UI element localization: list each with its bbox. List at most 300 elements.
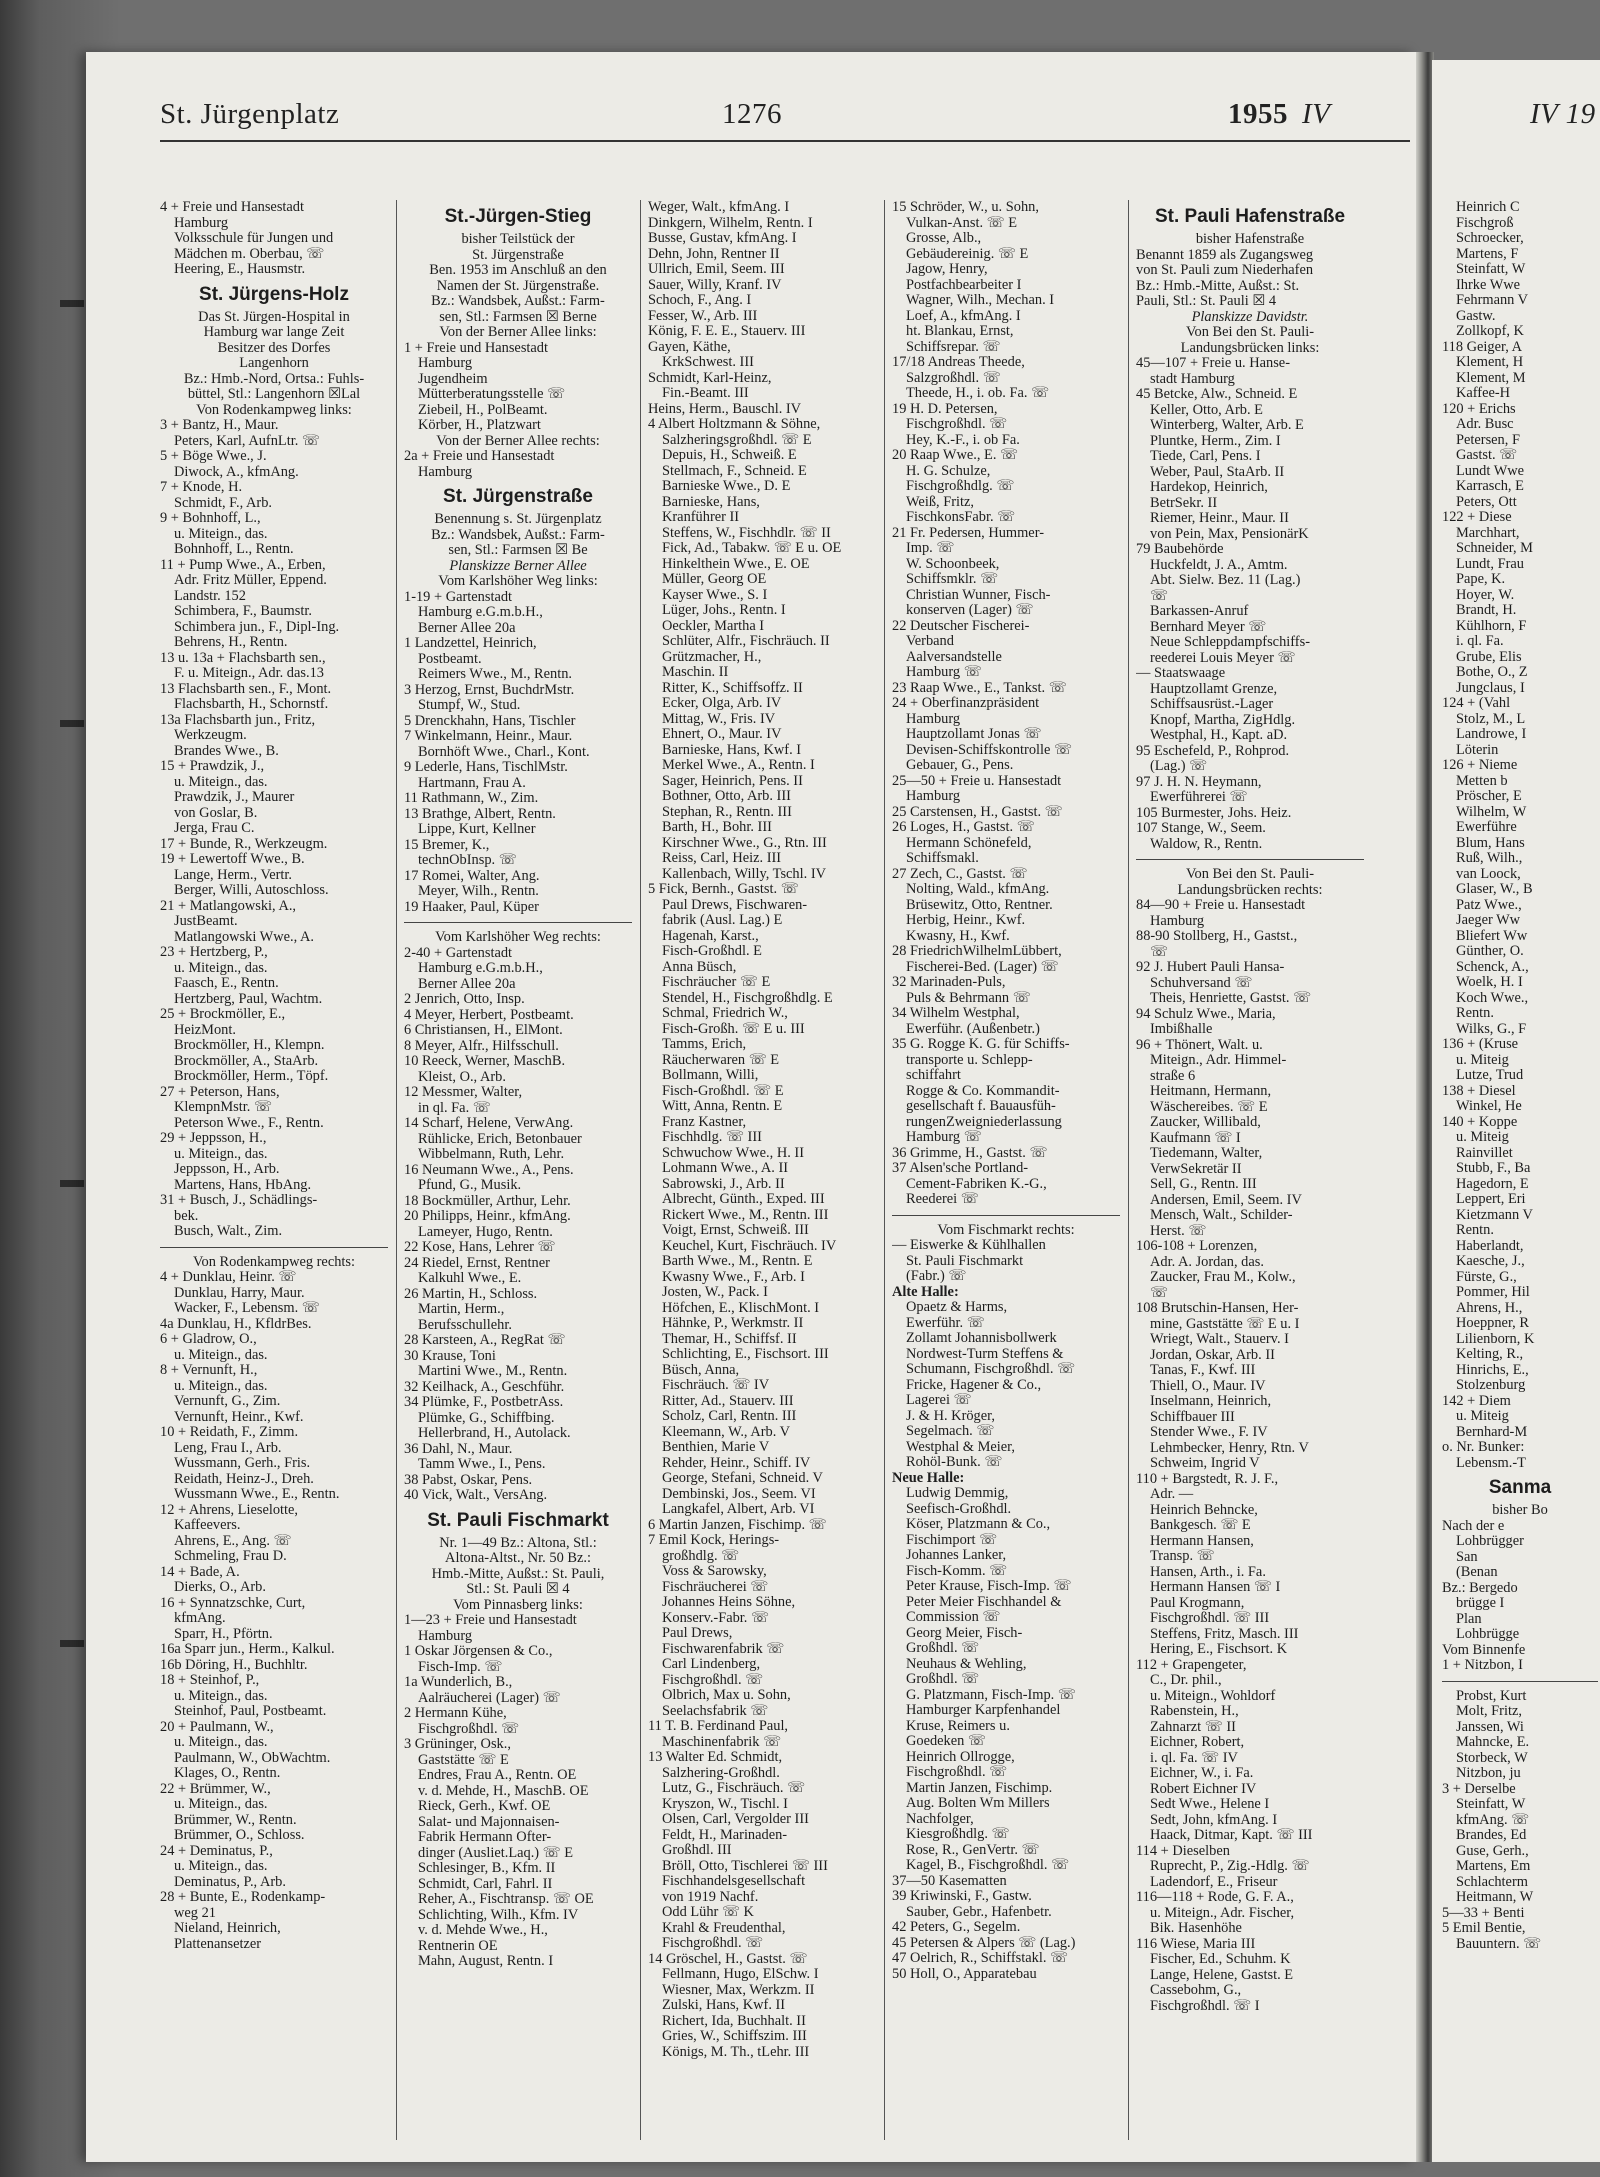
resident-line: Wibbelmann, Ruth, Lehr. — [418, 1147, 565, 1162]
resident-line: Ewerführe — [1456, 820, 1517, 835]
resident-line: Fischräucher ☏ E — [662, 975, 771, 990]
resident-line: Ecker, Olga, Arb. IV — [662, 696, 782, 711]
entry-line: Weger, Walt., kfmAng. I — [648, 200, 790, 215]
resident-line: Landstr. 152 — [174, 588, 246, 604]
entry-line: 35 G. Rogge K. G. für Schiffs- — [892, 1037, 1070, 1052]
resident-line: Wagner, Wilh., Mechan. I — [906, 293, 1055, 308]
resident-line: von 1919 Nachf. — [662, 1889, 759, 1905]
resident-line: Winterberg, Walter, Arb. E — [1150, 418, 1304, 433]
street-note: Vom Karlshöher Weg rechts: — [435, 930, 601, 945]
resident-line: Peter Krause, Fisch-Imp. ☏ — [906, 1579, 1072, 1594]
resident-line: Gebauer, G., Pens. — [906, 758, 1014, 773]
resident-line: u. Miteign., das. — [174, 1378, 268, 1394]
entry-line: 11 + Pump Wwe., A., Erben, — [160, 557, 326, 573]
resident-line: Hartmann, Frau A. — [418, 775, 526, 791]
resident-line: Transp. ☏ — [1150, 1549, 1215, 1564]
resident-line: v. d. Mehde, H., MaschB. OE — [418, 1783, 589, 1799]
resident-line: Grosse, Alb., — [906, 231, 982, 246]
resident-line: Voss & Sarowsky, — [662, 1564, 767, 1579]
resident-line: Mütterberatungsstelle ☏ — [418, 387, 566, 402]
resident-line: Ladendorf, E., Friseur — [1150, 1874, 1278, 1890]
resident-line: Hermann Hansen ☏ I — [1150, 1580, 1281, 1595]
resident-line: Kaffeevers. — [174, 1518, 241, 1533]
resident-line: Schlüter, Alfr., Fischräuch. II — [662, 634, 830, 649]
resident-line: Theis, Henriette, Gastst. ☏ — [1150, 991, 1312, 1006]
resident-line: Steinhof, Paul, Postbeamt. — [174, 1704, 327, 1719]
resident-line: Imp. ☏ — [906, 541, 955, 556]
resident-line: Tanas, F., Kwf. III — [1150, 1363, 1256, 1378]
entry-line: 92 J. Hubert Pauli Hansa- — [1136, 960, 1285, 975]
entry-line: 32 Marinaden-Puls, — [892, 975, 1006, 990]
street-note: Landungsbrücken links: — [1180, 340, 1320, 356]
resident-line: Verband — [906, 634, 954, 649]
resident-line: u. Miteign., das. — [174, 1688, 268, 1704]
resident-line: Fischgroßhdl. ☏ — [906, 1765, 1008, 1780]
entry-line: 36 Grimme, H., Gastst. ☏ — [892, 1145, 1048, 1161]
entry-line: 22 Deutscher Fischerei- — [892, 618, 1030, 634]
resident-line: Glaser, W., B — [1456, 882, 1533, 897]
resident-line: Flachsbarth, H., Schornstf. — [174, 697, 329, 712]
resident-line: Schimbera jun., F., Dipl-Ing. — [174, 619, 340, 635]
street-heading: St.-Jürgen-Stieg — [444, 206, 592, 227]
entry-line: — Staatswaage — [1136, 666, 1226, 681]
street-note: Von Rodenkampweg links: — [196, 402, 352, 418]
section-rule — [160, 1247, 388, 1248]
entry-line: Gayen, Käthe, — [648, 339, 731, 355]
resident-line: Bohnhoff, L., Rentn. — [174, 542, 294, 557]
street-note: bisher Teilstück der — [461, 232, 575, 247]
resident-line: (Fabr.) ☏ — [906, 1269, 967, 1284]
resident-line: Sabrowski, J., Arb. II — [662, 1176, 785, 1192]
entry-line: 6 Martin Janzen, Fischimp. ☏ — [648, 1517, 827, 1533]
resident-line: Fischgroßhdl. ☏ — [906, 417, 1008, 432]
resident-line: Volksschule für Jungen und — [174, 231, 334, 246]
entry-line: 19 + Lewertoff Wwe., B. — [160, 852, 305, 867]
resident-line: Prawdzik, J., Maurer — [174, 790, 295, 805]
resident-line: Fabrik Hermann Ofter- — [418, 1830, 552, 1845]
resident-line: Tiede, Carl, Pens. I — [1150, 449, 1261, 464]
resident-line: Heitmann, W — [1456, 1890, 1534, 1905]
entry-line: 39 Kriwinski, F., Gastw. — [892, 1889, 1032, 1904]
resident-line: Fisch-Großhdl. E — [662, 944, 762, 959]
entry-line: Ullrich, Emil, Seem. III — [648, 262, 785, 277]
resident-line: Feldt, H., Marinaden- — [662, 1827, 788, 1843]
resident-line: schiffahrt — [906, 1068, 961, 1083]
header-year: 1955 — [1228, 98, 1288, 130]
resident-line: Seefisch-Großhdl. — [906, 1501, 1012, 1517]
resident-line: kfmAng. — [174, 1611, 226, 1626]
resident-line: stadt Hamburg — [1150, 371, 1235, 387]
entry-line: 22 Kose, Hans, Lehrer ☏ — [404, 1240, 556, 1255]
resident-line: Schmal, Friedrich W., — [662, 1006, 788, 1021]
resident-line: Rose, R., GenVertr. ☏ — [906, 1842, 1040, 1858]
resident-line: Endres, Frau A., Rentn. OE — [418, 1768, 577, 1783]
resident-line: Kalkuhl Wwe., E. — [418, 1271, 522, 1286]
resident-line: Mensch, Walt., Schilder- — [1150, 1208, 1293, 1223]
resident-line: Josten, W., Pack. I — [662, 1285, 768, 1300]
resident-line: u. Miteign., das. — [174, 1735, 268, 1750]
entry-line: 95 Eschefeld, P., Rohprod. — [1136, 743, 1290, 759]
resident-line: Rentn. — [1456, 1006, 1494, 1021]
entry-line: Sauer, Willy, Kranf. IV — [648, 277, 782, 293]
entry-line: 13 Brathge, Albert, Rentn. — [404, 806, 556, 822]
resident-line: Puls & Behrmann ☏ — [906, 990, 1031, 1006]
resident-line: rungenZweigniederlassung — [906, 1114, 1062, 1130]
entry-line: 126 + Nieme — [1442, 758, 1518, 773]
resident-line: Steinfatt, W — [1456, 1797, 1526, 1812]
resident-line: HeizMont. — [174, 1022, 236, 1038]
resident-line: Sedt, John, kfmAng. I — [1150, 1812, 1278, 1828]
resident-line: Brockmöller, Herm., Töpf. — [174, 1069, 329, 1084]
resident-line: Ihrke Wwe — [1456, 277, 1521, 293]
entry-line: 45—107 + Freie u. Hanse- — [1136, 356, 1290, 371]
resident-line: konserven (Lager) ☏ — [906, 603, 1034, 618]
resident-line: Storbeck, W — [1456, 1750, 1528, 1766]
resident-line: Weiß, Fritz, — [906, 494, 974, 510]
entry-line: 2 Hermann Kühe, — [404, 1706, 507, 1721]
entry-line: 5—33 + Benti — [1442, 1905, 1525, 1921]
section-rule — [1442, 1681, 1598, 1682]
resident-line: dinger (Ausliet.Laq.) ☏ E — [418, 1845, 574, 1861]
street-note: Von Rodenkampweg rechts: — [193, 1254, 355, 1270]
resident-line: Woelk, H. I — [1456, 975, 1523, 990]
entry-line: 13a Flachsbarth jun., Fritz, — [160, 712, 316, 728]
resident-line: Fick, Ad., Tabakw. ☏ E u. OE — [662, 541, 842, 556]
column-2 — [404, 200, 632, 2150]
resident-line: Fisch-Komm. ☏ — [906, 1563, 1008, 1579]
entry-line: 25—50 + Freie u. Hansestadt — [892, 773, 1062, 789]
street-heading: St. Pauli Fischmarkt — [427, 1509, 609, 1531]
entry-line: 88-90 Stollberg, H., Gastst., — [1136, 929, 1298, 944]
resident-line: Kühlhorn, F — [1456, 618, 1527, 634]
resident-line: Deminatus, P., Arb. — [174, 1874, 286, 1890]
entry-line: 47 Oelrich, R., Schiffstakl. ☏ — [892, 1951, 1069, 1966]
resident-line: Adr. A. Jordan, das. — [1150, 1254, 1264, 1270]
resident-line: Scholz, Carl, Rentn. III — [662, 1409, 797, 1424]
resident-line: Heitmann, Hermann, — [1150, 1084, 1272, 1099]
resident-line: Wilhelm, W — [1456, 804, 1527, 820]
entry-line: 32 Keilhack, A., Geschführ. — [404, 1379, 565, 1395]
resident-line: Hinkelthein Wwe., E. OE — [662, 556, 810, 572]
entry-line: 3 + Bantz, H., Maur. — [160, 418, 279, 433]
entry-line: 5 Drenckhahn, Hans, Tischler — [404, 713, 576, 729]
resident-line: Klement, H — [1456, 355, 1524, 370]
resident-line: technObInsp. ☏ — [418, 853, 517, 868]
resident-line: Hermann Hansen, — [1150, 1533, 1254, 1549]
resident-line: Zaucker, Willibald, — [1150, 1115, 1261, 1130]
entry-line: 45 Petersen & Alpers ☏ (Lag.) — [892, 1935, 1076, 1951]
resident-line: Rabenstein, H., — [1150, 1704, 1239, 1719]
resident-line: Leng, Frau I., Arb. — [174, 1440, 282, 1456]
resident-line: Berufsschullehr. — [418, 1317, 512, 1333]
entry-line: 142 + Diem — [1442, 1393, 1511, 1409]
resident-line: Kelting, R., — [1456, 1347, 1524, 1362]
resident-line: Fischräucherei ☏ — [662, 1579, 769, 1595]
resident-line: F. u. Miteign., Adr. das.13 — [174, 666, 324, 681]
resident-line: Heinrich Behncke, — [1150, 1502, 1258, 1518]
entry-line: 20 + Paulmann, W., — [160, 1719, 274, 1735]
resident-line: Depuis, H., Schweiß. E — [662, 448, 797, 463]
resident-line: Anna Büsch, — [662, 959, 737, 975]
scan-mark — [60, 1180, 84, 1187]
resident-line: Plan — [1456, 1611, 1482, 1627]
resident-line: u. Miteign., das. — [174, 1797, 268, 1812]
resident-line: Hauptzollamt Jonas ☏ — [906, 727, 1042, 742]
resident-line: Fischräuch. ☏ IV — [662, 1378, 770, 1393]
resident-line: Martin Janzen, Fischimp. — [906, 1780, 1053, 1796]
resident-line: J. & H. Kröger, — [906, 1408, 995, 1424]
resident-line: Günther, O. — [1456, 944, 1524, 959]
resident-line: Hamburg — [906, 711, 961, 727]
resident-line: Berger, Willi, Autoschloss. — [174, 883, 329, 898]
resident-line: Ewerführ. ☏ — [906, 1315, 985, 1331]
resident-line: Keuchel, Kurt, Fischräuch. IV — [662, 1238, 837, 1254]
resident-line: Hamburg ☏ — [906, 665, 982, 680]
resident-line: Schenck, A., — [1456, 959, 1529, 975]
resident-line: Dembinski, Jos., Seem. VI — [662, 1486, 816, 1502]
resident-line: u. Miteign., das. — [174, 960, 268, 976]
resident-line: Bröll, Otto, Tischlerei ☏ III — [662, 1858, 828, 1874]
resident-line: Voigt, Ernst, Schweiß. III — [662, 1223, 809, 1238]
resident-line: Ewerführ. (Außenbetr.) — [906, 1021, 1040, 1037]
resident-line: Behrens, H., Rentn. — [174, 635, 288, 650]
resident-line: Fellmann, Hugo, ElSchw. I — [662, 1967, 819, 1982]
resident-line: Lebensm.-T — [1456, 1455, 1526, 1471]
resident-line: Cement-Fabriken K.-G., — [906, 1176, 1047, 1192]
entry-line: 118 Geiger, A — [1442, 339, 1523, 355]
resident-line: Stubb, F., Ba — [1456, 1161, 1531, 1176]
resident-line: Kaffee-H — [1456, 386, 1511, 401]
resident-line: Stephan, R., Rentn. III — [662, 804, 792, 820]
street-note: bisher Bo — [1492, 1503, 1548, 1518]
resident-line: Westphal, H., Kapt. aD. — [1150, 728, 1288, 743]
resident-line: Knopf, Martha, ZigHdlg. — [1150, 712, 1296, 728]
resident-line: Fischhandelsgesellschaft — [662, 1874, 806, 1889]
entry-line: 8 Meyer, Alfr., Hilfsschull. — [404, 1038, 559, 1054]
resident-line: Bankgesch. ☏ E — [1150, 1518, 1251, 1533]
entry-line: 2-40 + Gartenstadt — [404, 945, 513, 961]
resident-line: von Goslar, B. — [174, 805, 258, 821]
resident-line: Werkzeugm. — [174, 728, 247, 743]
entry-line: 120 + Erichs — [1442, 401, 1516, 417]
resident-line: Pfund, G., Musik. — [418, 1178, 522, 1193]
resident-line: Schiffsausrüst.-Lager — [1150, 697, 1274, 712]
resident-line: Schlichting, E., Fischsort. III — [662, 1347, 829, 1362]
entry-line: 116 Wiese, Maria III — [1136, 1936, 1256, 1952]
street-heading: Sanma — [1488, 1477, 1552, 1498]
resident-line: Bothe, O., Z — [1456, 665, 1528, 680]
resident-line: Opaetz & Harms, — [906, 1300, 1008, 1315]
resident-line: Sparr, H., Pförtn. — [174, 1626, 273, 1642]
resident-line: Steinfatt, W — [1456, 262, 1526, 277]
resident-line: Reiss, Carl, Heiz. III — [662, 851, 782, 866]
resident-line: Lutz, G., Fischräuch. ☏ — [662, 1781, 806, 1796]
resident-line: Mahncke, E. — [1456, 1735, 1530, 1750]
plan-reference: Planskizze Davidstr. — [1191, 309, 1309, 325]
resident-line: Kaesche, J., — [1456, 1254, 1525, 1269]
resident-line: Barnieske, Hans, — [662, 494, 760, 510]
resident-line: Wäschereibes. ☏ E — [1150, 1099, 1268, 1115]
resident-line: u. Miteign., das. — [174, 1859, 268, 1874]
resident-line: Devisen-Schiffskontrolle ☏ — [906, 742, 1073, 758]
entry-line: 7 Winkelmann, Heinr., Maur. — [404, 729, 573, 744]
section-rule — [1136, 859, 1364, 860]
resident-line: Hamburg — [418, 356, 473, 371]
resident-line: Hoeppner, R — [1456, 1316, 1529, 1331]
street-note: Von der Berner Allee rechts: — [436, 433, 600, 449]
resident-line: Paul Drews, — [662, 1626, 733, 1641]
resident-line: Richert, Ida, Buchhalt. II — [662, 2013, 806, 2029]
scan-mark — [60, 1640, 84, 1647]
street-note: sen, Stl.: Farmsen ☒ Berne — [439, 309, 597, 325]
resident-line: Heinrich Ollrogge, — [906, 1749, 1015, 1765]
entry-line: 114 + Dieselben — [1136, 1843, 1230, 1859]
resident-line: Fisch-Großh. ☏ E u. III — [662, 1021, 805, 1037]
resident-line: Tamm Wwe., I., Pens. — [418, 1457, 546, 1472]
resident-line: Wilks, G., F — [1456, 1021, 1527, 1037]
resident-line: Kwasny, H., Kwf. — [906, 928, 1010, 944]
entry-line: 3 Grüninger, Osk., — [404, 1737, 511, 1752]
resident-line: Hellerbrand, H., Autolack. — [418, 1426, 571, 1441]
street-note: Das St. Jürgen-Hospital in — [198, 309, 350, 325]
resident-line: Bothner, Otto, Arb. III — [662, 789, 791, 804]
resident-line: Fricke, Hagener & Co., — [906, 1377, 1042, 1393]
resident-line: Brümmer, W., Rentn. — [174, 1812, 297, 1828]
resident-line: Wussmann Wwe., E., Rentn. — [174, 1487, 340, 1502]
resident-line: Lutze, Trud — [1456, 1068, 1524, 1083]
resident-line: Nieland, Heinrich, — [174, 1921, 281, 1936]
resident-line: Brandes, Ed — [1456, 1828, 1527, 1843]
resident-line: ☏ — [1150, 944, 1168, 960]
column-5 — [1136, 200, 1364, 2150]
resident-line: Neue Schleppdampfschiffs- — [1150, 635, 1310, 650]
resident-line: Olbrich, Max u. Sohn, — [662, 1688, 791, 1703]
entry-line: 2a + Freie und Hansestadt — [404, 449, 555, 464]
resident-line: Vernunft, Heinr., Kwf. — [174, 1409, 304, 1425]
resident-line: Höfchen, E., KlischMont. I — [662, 1300, 820, 1316]
resident-line: C., Dr. phil., — [1150, 1673, 1222, 1688]
resident-line: Stolz, M., L — [1456, 711, 1526, 727]
entry-line: 36 Dahl, N., Maur. — [404, 1441, 513, 1457]
resident-line: Reidath, Heinz-J., Dreh. — [174, 1471, 314, 1487]
street-note: sen, Stl.: Farmsen ☒ Be — [448, 543, 588, 558]
resident-line: Rehder, Heinr., Schiff. IV — [662, 1455, 811, 1471]
resident-line: Martin, Herm., — [418, 1302, 505, 1317]
resident-line: Ahrens, H., — [1456, 1300, 1523, 1316]
page-number: 1276 — [722, 98, 782, 130]
resident-line: Schmeling, Frau D. — [174, 1549, 287, 1564]
entry-line: 40 Vick, Walt., VersAng. — [404, 1488, 548, 1503]
entry-line: Schoch, F., Ang. I — [648, 293, 752, 308]
resident-line: Rentn. — [1456, 1223, 1494, 1238]
resident-line: Kirschner Wwe., G., Rtn. III — [662, 835, 827, 851]
entry-line: 112 + Grapengeter, — [1136, 1657, 1247, 1673]
entry-line: 37 Alsen'sche Portland- — [892, 1161, 1029, 1176]
entry-line: 28 + Bunte, E., Rodenkamp- — [160, 1890, 326, 1905]
entry-line: 107 Stange, W., Seem. — [1136, 821, 1266, 836]
entry-line: König, F. E. E., Stauerv. III — [648, 324, 806, 339]
resident-line: Metten b — [1456, 773, 1508, 789]
resident-line: Hering, E., Fischsort. K — [1150, 1642, 1288, 1657]
resident-line: Haack, Ditmar, Kapt. ☏ III — [1150, 1828, 1313, 1843]
column-divider — [396, 200, 397, 2140]
resident-line: Kruse, Reimers u. — [906, 1718, 1010, 1734]
resident-line: Loef, A., kfmAng. I — [906, 308, 1021, 324]
resident-line: Sauber, Gebr., Hafenbetr. — [906, 1904, 1052, 1920]
resident-line: Rickert Wwe., M., Rentn. III — [662, 1207, 829, 1223]
entry-line: 27 + Peterson, Hans, — [160, 1084, 280, 1100]
entry-line: 15 Schröder, W., u. Sohn, — [892, 200, 1039, 215]
resident-line: Westphal & Meier, — [906, 1439, 1015, 1455]
resident-line: Wacker, F., Lebensm. ☏ — [174, 1301, 320, 1316]
resident-line: Mittag, W., Fris. IV — [662, 711, 776, 727]
entry-line: 37—50 Kasematten — [892, 1873, 1007, 1889]
resident-line: Hagenah, Karst., — [662, 928, 759, 944]
resident-line: Wussmann, Gerh., Fris. — [174, 1456, 311, 1471]
entry-line: 1-19 + Gartenstadt — [404, 589, 513, 605]
resident-line: Schwuchow Wwe., H. II — [662, 1145, 805, 1161]
resident-line: Lange, Helene, Gastst. E — [1150, 1967, 1294, 1983]
entry-line: Pauli, Stl.: St. Pauli ☒ 4 — [1136, 294, 1277, 309]
resident-line: Koch Wwe., — [1456, 990, 1529, 1006]
street-heading: St. Jürgens-Holz — [199, 283, 349, 305]
resident-line: Reederei ☏ — [906, 1192, 979, 1207]
entry-line: 16b Döring, H., Buchhltr. — [160, 1657, 308, 1673]
resident-line: George, Stefani, Schneid. V — [662, 1471, 823, 1486]
resident-line: Hertzberg, Paul, Wachtm. — [174, 991, 323, 1007]
resident-line: Ziebeil, H., PolBeamt. — [418, 402, 548, 418]
resident-line: Fischimport ☏ — [906, 1532, 998, 1548]
entry-line: 9 + Bohnhoff, L., — [160, 511, 261, 526]
header-volume: IV — [1302, 98, 1331, 130]
resident-line: Hey, K.-F., i. ob Fa. — [906, 432, 1020, 448]
resident-line: Hoyer, W. — [1456, 587, 1515, 603]
street-note: Ben. 1953 im Anschluß an den — [429, 263, 607, 278]
plan-reference: Planskizze Berner Allee — [449, 558, 587, 574]
resident-line: Patz Wwe., — [1456, 897, 1522, 913]
entry-line: 5 + Böge Wwe., J. — [160, 449, 267, 464]
resident-line: Schiffbauer III — [1150, 1409, 1235, 1425]
entry-line: 110 + Bargstedt, R. J. F., — [1136, 1471, 1279, 1487]
resident-line: KrkSchwest. III — [662, 355, 754, 370]
resident-line: Großhdl. ☏ — [906, 1641, 980, 1656]
entry-line: 23 Raap Wwe., E., Tankst. ☏ — [892, 680, 1067, 696]
resident-line: Karrasch, E — [1456, 479, 1524, 494]
resident-line: Eichner, Robert, — [1150, 1735, 1245, 1750]
resident-line: Kwasny Wwe., F., Arb. I — [662, 1269, 805, 1285]
resident-line: Müller, Georg OE — [662, 572, 767, 587]
resident-line: Plümke, G., Schiffbing. — [418, 1410, 555, 1426]
resident-line: Paul Krogmann, — [1150, 1595, 1245, 1611]
entry-line: 34 Plümke, F., PostbetrAss. — [404, 1395, 564, 1410]
entry-line: 1a Wunderlich, B., — [404, 1675, 513, 1690]
resident-line: Theede, H., i. ob. Fa. ☏ — [906, 386, 1050, 401]
entry-line: 4 Meyer, Herbert, Postbeamt. — [404, 1007, 574, 1023]
resident-line: Gastst. ☏ — [1456, 448, 1518, 463]
resident-line: Miteign., Adr. Himmel- — [1150, 1053, 1287, 1068]
entry-line: 106-108 + Lorenzen, — [1136, 1239, 1258, 1254]
resident-line: Neuhaus & Wehling, — [906, 1656, 1027, 1672]
resident-line: Zollamt Johannisbollwerk — [906, 1331, 1057, 1346]
section-rule — [892, 1215, 1120, 1216]
entry-line: 29 + Jeppsson, H., — [160, 1131, 267, 1146]
entry-line: 1 Oskar Jörgensen & Co., — [404, 1644, 553, 1659]
column-4 — [892, 200, 1120, 2150]
entry-line: 18 + Steinhof, P., — [160, 1673, 260, 1688]
resident-line: Ewerführerei ☏ — [1150, 790, 1248, 805]
entry-line: 21 Fr. Pedersen, Hummer- — [892, 525, 1044, 541]
resident-line: Rainvillet — [1456, 1145, 1513, 1161]
